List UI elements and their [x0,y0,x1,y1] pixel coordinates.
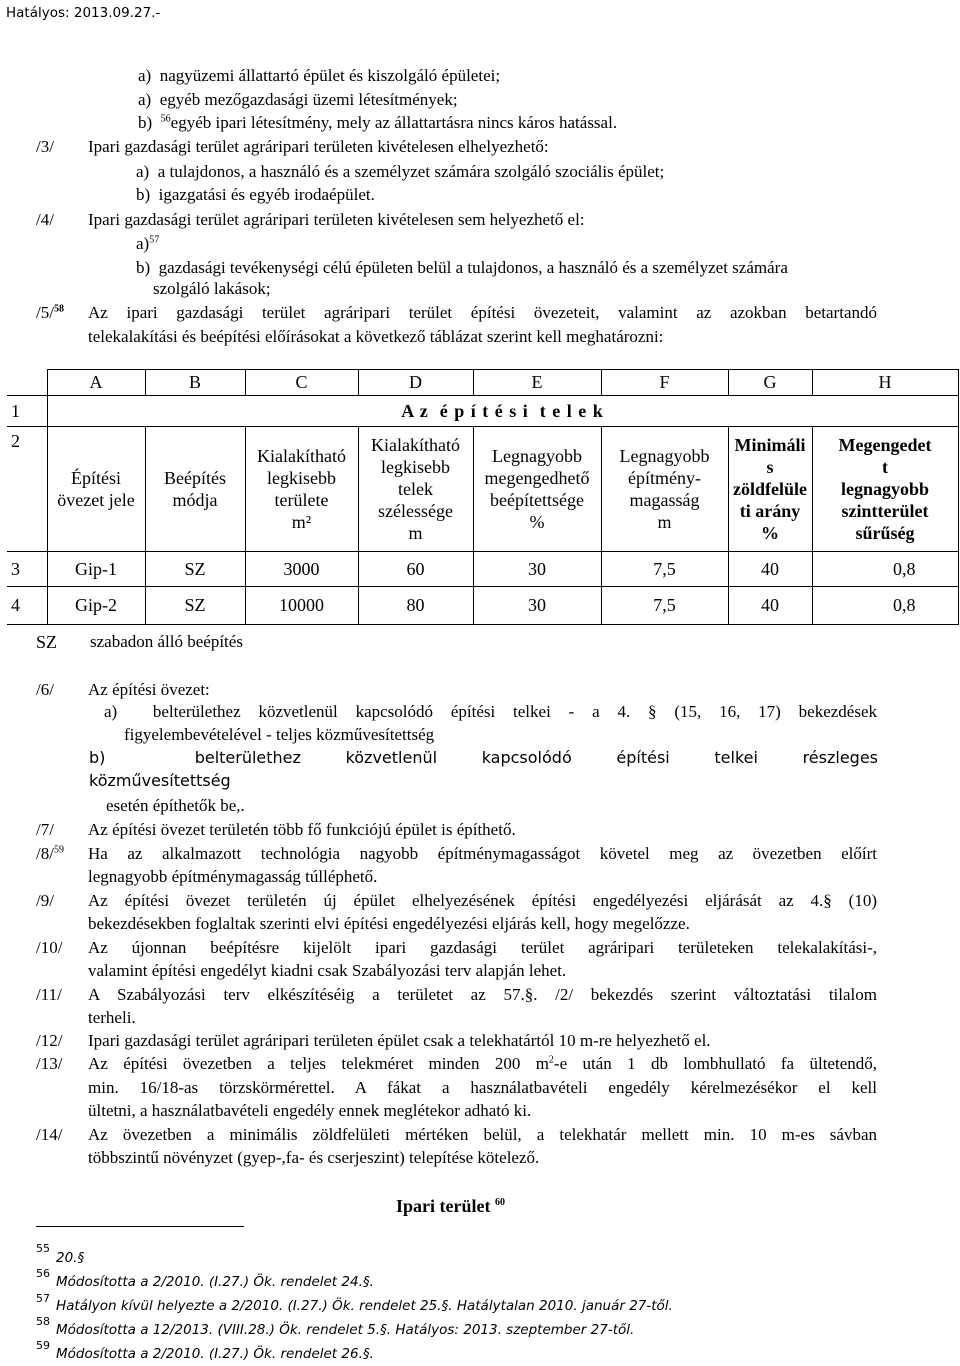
table-cell: Gip-1 [47,552,145,587]
paragraph-number: /13/ [36,1054,63,1073]
row-number: 3 [7,552,47,587]
row-number: 4 [7,587,47,625]
table-cell: 7,5 [601,587,728,625]
row-number: 2 [7,427,47,552]
list-item: b) gazdasági tevékenységi célú épületen belül a tulajdonos, a használó és a személyzet számára [136,258,788,277]
table-cell: 30 [473,552,601,587]
table-cell: 80 [358,587,473,625]
paragraph-number: /9/ [36,891,54,910]
paragraph-text: Az övezetben a minimális zöldfelületi mértéken belül, a telekhatár mellett min. 10 m-es sávban [88,1125,877,1144]
table-cell: Gip-2 [47,587,145,625]
column-letter: H [812,370,958,396]
paragraph-number: /8/$^{59}$ [36,844,64,863]
column-header: Kialakítható legkisebb telek szélessége m [358,427,473,552]
list-item: b) belterülethez közvetlenül kapcsolódó építési telkei részleges [89,748,878,767]
footnote-number: 55 [36,1242,50,1255]
table-title: A z é p í t é s i t e l e k [47,396,958,427]
list-item: szolgáló lakások; [153,279,271,298]
footnote-ref: 58 [53,303,64,315]
paragraph-text: Az építési övezet területén új épület elhelyezésének építési engedélyezési eljárását az 4.§ (10) [88,891,877,910]
footnote-text: Hatályon kívül helyezte a 2/2010. (I.27.) Ök. rendelet 25.§. Hatálytalan 2010. január 27-től. [56,1298,673,1314]
paragraph-number: /6/ [36,680,54,699]
legend-text: szabadon álló beépítés [90,632,243,651]
table-cell: SZ [145,552,245,587]
footnote-number: 59 [36,1339,50,1352]
column-header: Megengedet t legnagyobb szintterület sűrűség [812,427,958,552]
paragraph-text: min. 16/18-as törzskörmérettel. A fákat a használatbavételi engedély kérelmezésékor el kell [88,1078,877,1097]
table-row [7,552,958,587]
column-header: Kialakítható legkisebb területe m² [245,427,358,552]
list-item: figyelembevételével - teljes közművesítettség [124,725,435,744]
list-item: a) nagyüzemi állattartó épület és kiszolgáló épületei; [138,66,501,85]
list-item: b) igazgatási és egyéb irodaépület. [136,185,375,204]
paragraph-text: telekalakítási és beépítési előírásokat a következő táblázat szerint kell meghatározni: [88,327,664,346]
footnote-divider [36,1226,244,1227]
table-cell: 60 [358,552,473,587]
table-cell: 10000 [245,587,358,625]
list-item: a) egyéb mezőgazdasági üzemi létesítmények; [138,90,458,109]
paragraph-text: Ipari gazdasági terület agráripari területen kivételesen sem helyezhető el: [88,210,585,229]
column-header: Minimáli s zöldfelüle ti arány % [728,427,812,552]
column-letter: F [601,370,728,396]
footnote-number: 58 [36,1315,50,1328]
column-header: Legnagyobb építmény- magasság m [601,427,728,552]
legend-abbr: SZ [36,632,58,652]
paragraph-number: /10/ [36,938,63,957]
paragraph-text: Ipari gazdasági terület agráripari területen kivételesen elhelyezhető: [88,137,549,156]
row-number: 1 [7,396,47,427]
paragraph-number: /11/ [36,985,62,1004]
paragraph-text: Az építési övezet területén több fő funkciójú épület is építhető. [88,820,516,839]
paragraph-text: valamint építési engedélyt kiadni csak Szabályozási terv alapján lehet. [88,961,567,980]
list-item: esetén építhetők be,. [106,796,245,815]
paragraph-text: Ipari gazdasági terület agráripari területen épület csak a telekhatártól 10 m-re helyezhető el. [88,1031,711,1050]
table-cell: 30 [473,587,601,625]
section-title: Ipari terület $^{60}$ [396,1196,505,1216]
paragraph-text: legnagyobb építménymagasság túlléphető. [88,867,378,886]
table-cell: 40 [728,587,812,625]
paragraph-number: /12/ [36,1031,63,1050]
column-header: Beépítés módja [145,427,245,552]
footnote-ref: 59 [53,844,64,856]
footnote-text: Módosította a 2/2010. (I.27.) Ök. rendelet 26.§. [56,1346,374,1362]
paragraph-text: Ha az alkalmazott technológia nagyobb építménymagasságot követel meg az övezetben előírt [88,844,877,863]
column-letter: G [728,370,812,396]
list-item: a) a tulajdonos, a használó és a személyzet számára szolgáló szociális épület; [136,162,665,181]
paragraph-text: bekezdésekben foglaltak szerinti elvi építési engedélyezési eljárás kell, hogy megelőzze. [88,914,690,933]
paragraph-text: Az újonnan beépítésre kijelölt ipari gazdasági terület agráripari területeken telekalakítási-, [88,938,877,957]
table-cell: 40 [728,552,812,587]
list-item: közművesítettség [89,771,231,790]
paragraph-text: Az építési övezetben a teljes telekméret minden 200 $m^2-e$ után 1 db lombhullató fa ültetendő, [88,1054,877,1073]
paragraph-text: A Szabályozási terv elkészítéséig a területet az 57.§. /2/ bekezdés szerint változtatási tilalom [88,985,877,1004]
table-cell: 3000 [245,552,358,587]
table-cell: SZ [145,587,245,625]
table-cell: 7,5 [601,552,728,587]
zoning-table [7,369,959,625]
footnote-number: 56 [36,1267,50,1280]
paragraph-number: /3/ [36,137,54,156]
page-header: Hatályos: 2013.09.27.- [6,5,161,21]
paragraph-text: ültetni, a használatbavételi engedély ennek meglétekor adható ki. [88,1101,532,1120]
paragraph-text: Az ipari gazdasági terület agráripari terület építési övezeteit, valamint az azokban betartandó [88,303,877,322]
paragraph-text: Az építési övezet: [88,680,210,699]
paragraph-number: /5/$^{58}$ [36,303,64,322]
paragraph-text: többszintű növényzet (gyep-,fa- és cserjeszint) telepítése kötelező. [88,1148,540,1167]
column-letter: C [245,370,358,396]
list-item: a) belterülethez közvetlenül kapcsolódó építési telkei - a 4. § (15, 16, 17) bekezdések [104,702,877,721]
footnote-text: 20.§ [56,1250,85,1266]
column-header: Legnagyobb megengedhető beépítettsége % [473,427,601,552]
paragraph-text: terheli. [88,1008,136,1027]
list-item: b) $^{56}$egyéb ipari létesítmény, mely az állattartásra nincs káros hatással. [138,113,618,132]
column-letter: B [145,370,245,396]
column-letter: A [47,370,145,396]
column-letter: E [473,370,601,396]
table-cell: 0,8 [812,552,958,587]
column-header: Építési övezet jele [47,427,145,552]
table-row [7,587,958,625]
paragraph-number: /7/ [36,820,54,839]
footnote-ref: 56 [160,113,171,125]
footnote-number: 57 [36,1292,50,1305]
list-item: a)$^{57}$ [136,234,160,253]
paragraph-number: /14/ [36,1125,63,1144]
footnote-ref: 57 [149,234,160,246]
table-cell: 0,8 [812,587,958,625]
footnote-text: Módosította a 12/2013. (VIII.28.) Ök. rendelet 5.§. Hatályos: 2013. szeptember 27-től. [56,1322,635,1338]
paragraph-number: /4/ [36,210,54,229]
column-letter: D [358,370,473,396]
footnote-text: Módosította a 2/2010. (I.27.) Ök. rendelet 24.§. [56,1274,374,1290]
